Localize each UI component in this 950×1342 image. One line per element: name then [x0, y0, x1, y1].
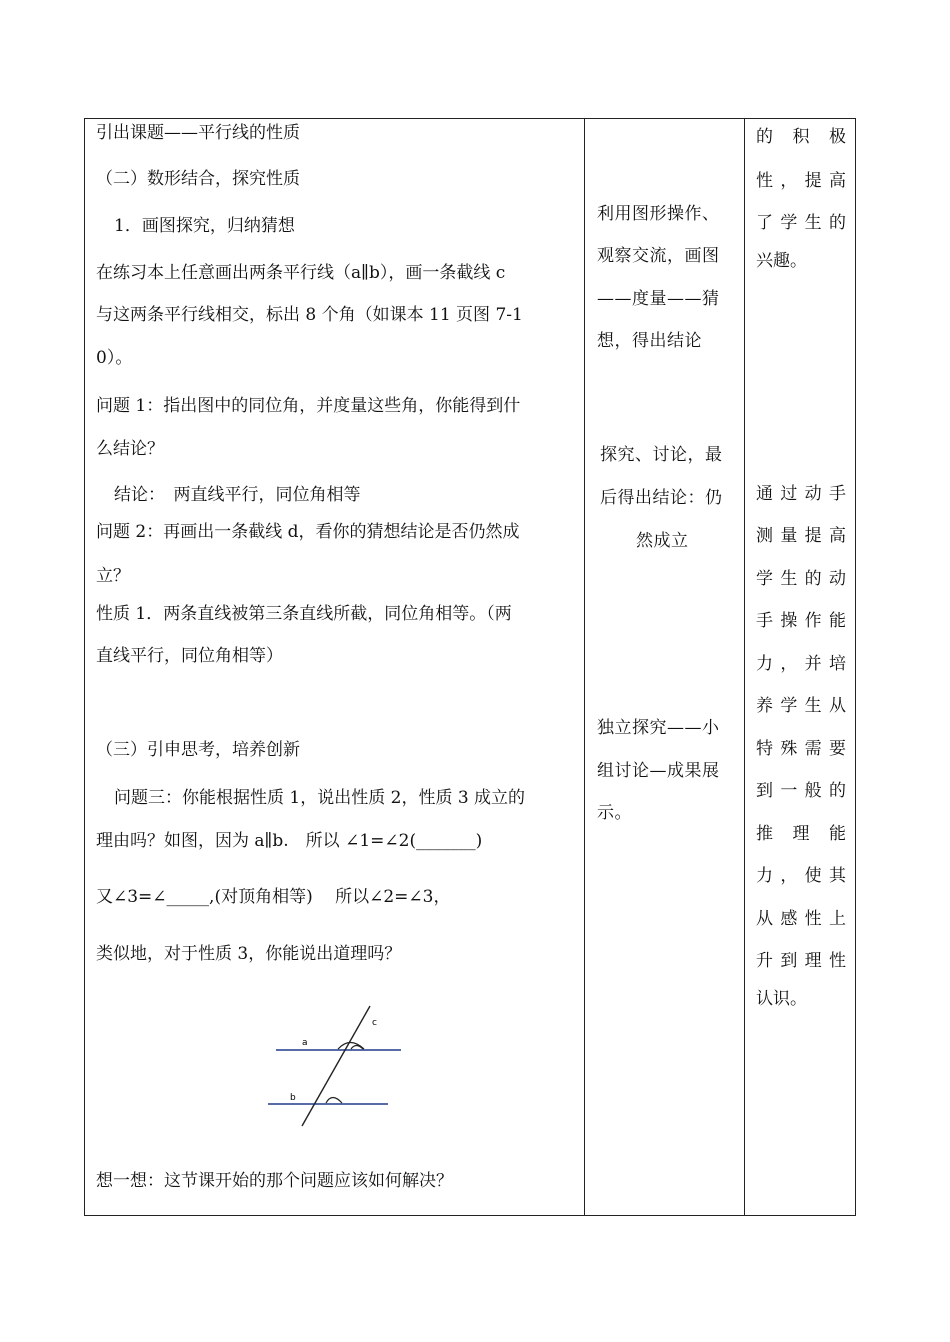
- char: 殊: [780, 739, 798, 759]
- char: 手: [756, 611, 773, 631]
- mid-line-8: 独立探究——小: [597, 718, 720, 738]
- char: 生: [780, 569, 798, 589]
- char: 养: [756, 696, 773, 716]
- angle-arc-3: [326, 1098, 342, 1104]
- column-divider-1: [584, 118, 585, 1216]
- char: 测: [756, 526, 773, 546]
- right-line-4: 兴趣。: [756, 251, 807, 271]
- left-line-11: 立？: [96, 566, 130, 586]
- char: 高: [828, 171, 846, 191]
- char: 力: [756, 654, 773, 674]
- mid-line-1: 利用图形操作、: [597, 204, 720, 224]
- char: 操: [780, 611, 798, 631]
- right-line-16: [756, 946, 846, 971]
- char: 生: [804, 213, 822, 233]
- left-line-16: 理由吗？如图，因为 a∥b. 所以 ∠1=∠2(_______): [96, 831, 483, 851]
- left-line-15: 问题三：你能根据性质 1，说出性质 2，性质 3 成立的: [114, 788, 526, 808]
- char: 其: [828, 866, 846, 886]
- char: 能: [828, 611, 846, 631]
- right-line-6: [756, 521, 846, 546]
- right-line-1: [756, 122, 846, 147]
- char: 要: [828, 739, 846, 759]
- char: 过: [780, 484, 798, 504]
- mid-line-6: 后得出结论：仍: [600, 488, 723, 508]
- left-line-18: 类似地，对于性质 3，你能说出道理吗？: [96, 944, 402, 964]
- char: 的: [828, 781, 846, 801]
- char: 的: [804, 569, 822, 589]
- parallel-lines-figure: [260, 1000, 420, 1135]
- mid-line-10: 示。: [597, 803, 632, 823]
- label-a: a: [302, 1038, 308, 1048]
- left-line-2: （二）数形结合，探究性质: [96, 169, 300, 189]
- char: 推: [756, 824, 773, 844]
- column-divider-2: [744, 118, 745, 1216]
- left-line-8: 么结论？: [96, 439, 164, 459]
- left-line-5: 与这两条平行线相交，标出 8 个角（如课本 11 页图 7-1: [96, 305, 523, 325]
- char: 并: [804, 654, 822, 674]
- char: 理: [804, 951, 822, 971]
- char: 到: [780, 951, 798, 971]
- left-line-13: 直线平行，同位角相等）: [96, 646, 283, 666]
- right-line-11: [756, 734, 846, 759]
- right-line-7: [756, 564, 846, 589]
- char: 学: [756, 569, 773, 589]
- char: 从: [756, 909, 773, 929]
- char: 升: [756, 951, 773, 971]
- right-line-13: [756, 819, 846, 844]
- char: 从: [828, 696, 846, 716]
- char: 手: [828, 484, 846, 504]
- char: 的: [756, 127, 773, 147]
- char: 力: [756, 866, 773, 886]
- right-line-10: [756, 691, 846, 716]
- right-line-8: [756, 606, 846, 631]
- char: 使: [804, 866, 822, 886]
- left-line-3: 1．画图探究，归纳猜想: [114, 216, 295, 236]
- mid-line-4: 想，得出结论: [597, 331, 702, 351]
- right-line-3: [756, 208, 846, 233]
- line-c: [302, 1006, 370, 1126]
- char: 到: [756, 781, 773, 801]
- left-line-7: 问题 1：指出图中的同位角，并度量这些角，你能得到什: [96, 396, 521, 416]
- left-line-6: 0）。: [96, 348, 133, 368]
- char: 理: [792, 824, 810, 844]
- char: 积: [792, 127, 810, 147]
- char: 作: [804, 611, 822, 631]
- mid-line-7: 然成立: [636, 531, 689, 551]
- left-line-4: 在练习本上任意画出两条平行线（a∥b），画一条截线 c: [96, 263, 506, 283]
- char: 学: [780, 696, 798, 716]
- char: ，: [780, 654, 798, 674]
- char: 通: [756, 484, 773, 504]
- right-line-12: [756, 776, 846, 801]
- char: 量: [780, 526, 798, 546]
- left-line-14: （三）引申思考，培养创新: [96, 740, 300, 760]
- left-line-1: 引出课题——平行线的性质: [96, 123, 300, 143]
- left-line-17: 又∠3=∠_____,(对顶角相等) 所以∠2=∠3，: [96, 887, 451, 907]
- char: 能: [829, 824, 846, 844]
- left-line-10: 问题 2：再画出一条截线 d，看你的猜想结论是否仍然成: [96, 522, 520, 542]
- left-line-9: 结论： 两直线平行，同位角相等: [114, 485, 361, 505]
- char: 感: [780, 909, 798, 929]
- mid-line-3: ——度量——猜: [597, 289, 720, 309]
- char: 高: [828, 526, 846, 546]
- char: 一: [780, 781, 798, 801]
- right-line-14: [756, 861, 846, 886]
- char: 生: [804, 696, 822, 716]
- char: ，: [780, 171, 798, 191]
- label-b: b: [290, 1093, 296, 1103]
- char: 学: [780, 213, 798, 233]
- char: 提: [804, 526, 822, 546]
- char: 提: [804, 171, 822, 191]
- char: 性: [804, 909, 822, 929]
- label-c: c: [372, 1018, 377, 1028]
- char: 动: [804, 484, 822, 504]
- left-line-19: 想一想：这节课开始的那个问题应该如何解决？: [96, 1171, 453, 1191]
- mid-line-9: 组讨论—成果展: [597, 761, 720, 781]
- char: 性: [828, 951, 846, 971]
- char: 特: [756, 739, 773, 759]
- right-line-2: [756, 166, 846, 191]
- char: 了: [756, 213, 773, 233]
- char: 动: [828, 569, 846, 589]
- char: 的: [828, 213, 846, 233]
- right-line-17: 认识。: [756, 989, 807, 1009]
- char: 上: [828, 909, 846, 929]
- right-line-9: [756, 649, 846, 674]
- char: 性: [756, 171, 773, 191]
- mid-line-2: 观察交流，画图: [597, 246, 720, 266]
- right-line-15: [756, 904, 846, 929]
- right-line-5: [756, 479, 846, 504]
- char: ，: [780, 866, 798, 886]
- char: 般: [804, 781, 822, 801]
- left-line-12: 性质 1．两条直线被第三条直线所截，同位角相等。（两: [96, 604, 512, 624]
- char: 极: [829, 127, 846, 147]
- mid-line-5: 探究、讨论，最: [600, 445, 723, 465]
- char: 培: [828, 654, 846, 674]
- char: 需: [804, 739, 822, 759]
